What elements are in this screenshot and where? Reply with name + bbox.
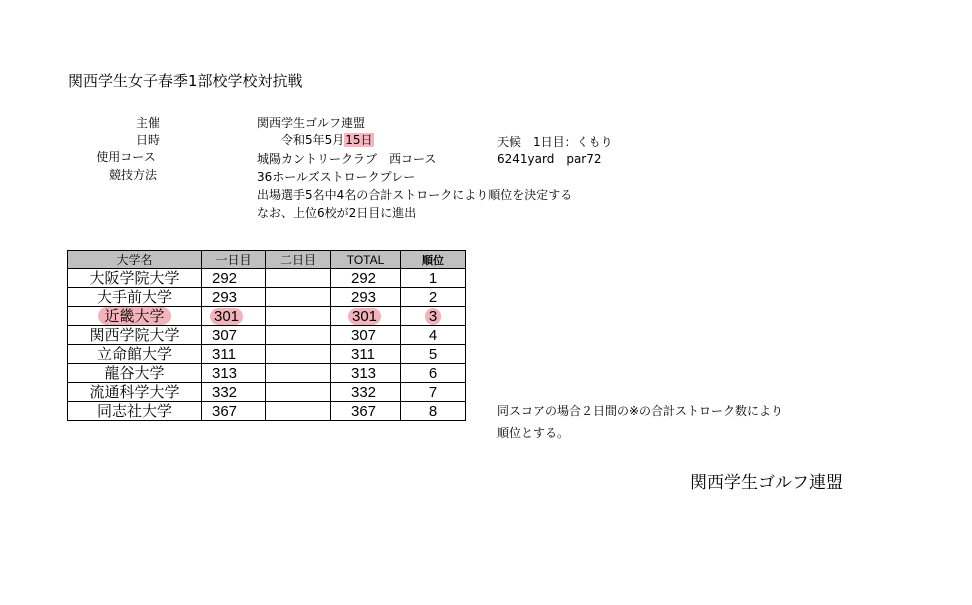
- course-yard: 6241yard par72: [497, 152, 602, 166]
- format-line-1: 36ホールズストロークプレー: [257, 170, 416, 184]
- weather-text: 天候 1日目：くもり: [497, 135, 613, 149]
- cell-day2: [266, 288, 331, 307]
- header-day1: 一日目: [202, 251, 266, 269]
- organizer-value: 関西学生ゴルフ連盟: [257, 116, 366, 130]
- cell-day1: 367: [202, 402, 266, 421]
- cell-total: 311: [331, 345, 401, 364]
- header-total: TOTAL: [331, 251, 401, 269]
- table-row: [68, 269, 466, 288]
- table-row: [68, 288, 466, 307]
- cell-rank: 8: [401, 402, 466, 421]
- cell-day2: [266, 269, 331, 288]
- table-row: [68, 345, 466, 364]
- cell-day2: [266, 364, 331, 383]
- cell-day1: 332: [202, 383, 266, 402]
- highlight-university: 近畿大学: [98, 307, 170, 325]
- footer-organization: 関西学生ゴルフ連盟: [690, 473, 843, 493]
- cell-rank: 1: [401, 269, 466, 288]
- cell-day2: [266, 307, 331, 326]
- results-table: [67, 250, 466, 421]
- cell-total: 367: [331, 402, 401, 421]
- note-line-1: 同スコアの場合２日間の※の合計ストローク数により: [497, 404, 784, 418]
- cell-rank: 5: [401, 345, 466, 364]
- cell-total: 292: [331, 269, 401, 288]
- table-row: [68, 364, 466, 383]
- header-university: 大学名: [68, 251, 202, 269]
- cell-rank: [401, 307, 466, 326]
- page-title: 関西学生女子春季1部校学校対抗戦: [68, 72, 303, 90]
- organizer-label: 主催: [135, 116, 160, 130]
- cell-university: 大手前大学: [68, 288, 202, 307]
- cell-university: 関西学院大学: [68, 326, 202, 345]
- cell-total: 307: [331, 326, 401, 345]
- cell-day1: 292: [202, 269, 266, 288]
- date-label: 日時: [135, 133, 160, 147]
- format-label: 競技方法: [108, 168, 157, 182]
- cell-university: 流通科学大学: [68, 383, 202, 402]
- cell-total: [331, 307, 401, 326]
- highlight-rank: 3: [425, 308, 441, 325]
- cell-day2: [266, 345, 331, 364]
- cell-day2: [266, 383, 331, 402]
- highlight-day1: 301: [210, 308, 243, 325]
- cell-university: [68, 307, 202, 326]
- cell-rank: 2: [401, 288, 466, 307]
- date-prefix: 令和5年5月: [281, 133, 345, 147]
- cell-university: 龍谷大学: [68, 364, 202, 383]
- header-day2: 二日目: [266, 251, 331, 269]
- cell-rank: 4: [401, 326, 466, 345]
- course-label: 使用コース: [96, 150, 156, 164]
- cell-day1: [202, 307, 266, 326]
- table-header-row: [68, 251, 466, 269]
- cell-day1: 313: [202, 364, 266, 383]
- format-line-3: なお、上位6校が2日目に進出: [257, 206, 417, 220]
- cell-day1: 307: [202, 326, 266, 345]
- cell-university: 大阪学院大学: [68, 269, 202, 288]
- date-value: [281, 131, 374, 148]
- table-row: [68, 402, 466, 421]
- highlight-total: 301: [348, 308, 381, 325]
- cell-total: 293: [331, 288, 401, 307]
- cell-university: 同志社大学: [68, 402, 202, 421]
- cell-day1: 293: [202, 288, 266, 307]
- cell-day2: [266, 402, 331, 421]
- header-rank: 順位: [401, 251, 466, 269]
- cell-university: 立命館大学: [68, 345, 202, 364]
- table-row-highlighted: [68, 307, 466, 326]
- note-line-2: 順位とする。: [497, 426, 570, 440]
- cell-total: 332: [331, 383, 401, 402]
- course-value: 城陽カントリークラブ 西コース: [257, 152, 437, 166]
- cell-rank: 6: [401, 364, 466, 383]
- cell-total: 313: [331, 364, 401, 383]
- cell-day1: 311: [202, 345, 266, 364]
- table-row: [68, 326, 466, 345]
- cell-day2: [266, 326, 331, 345]
- date-highlight: 15日: [345, 133, 373, 147]
- format-line-2: 出場選手5名中4名の合計ストロークにより順位を決定する: [257, 188, 573, 202]
- table-row: [68, 383, 466, 402]
- cell-rank: 7: [401, 383, 466, 402]
